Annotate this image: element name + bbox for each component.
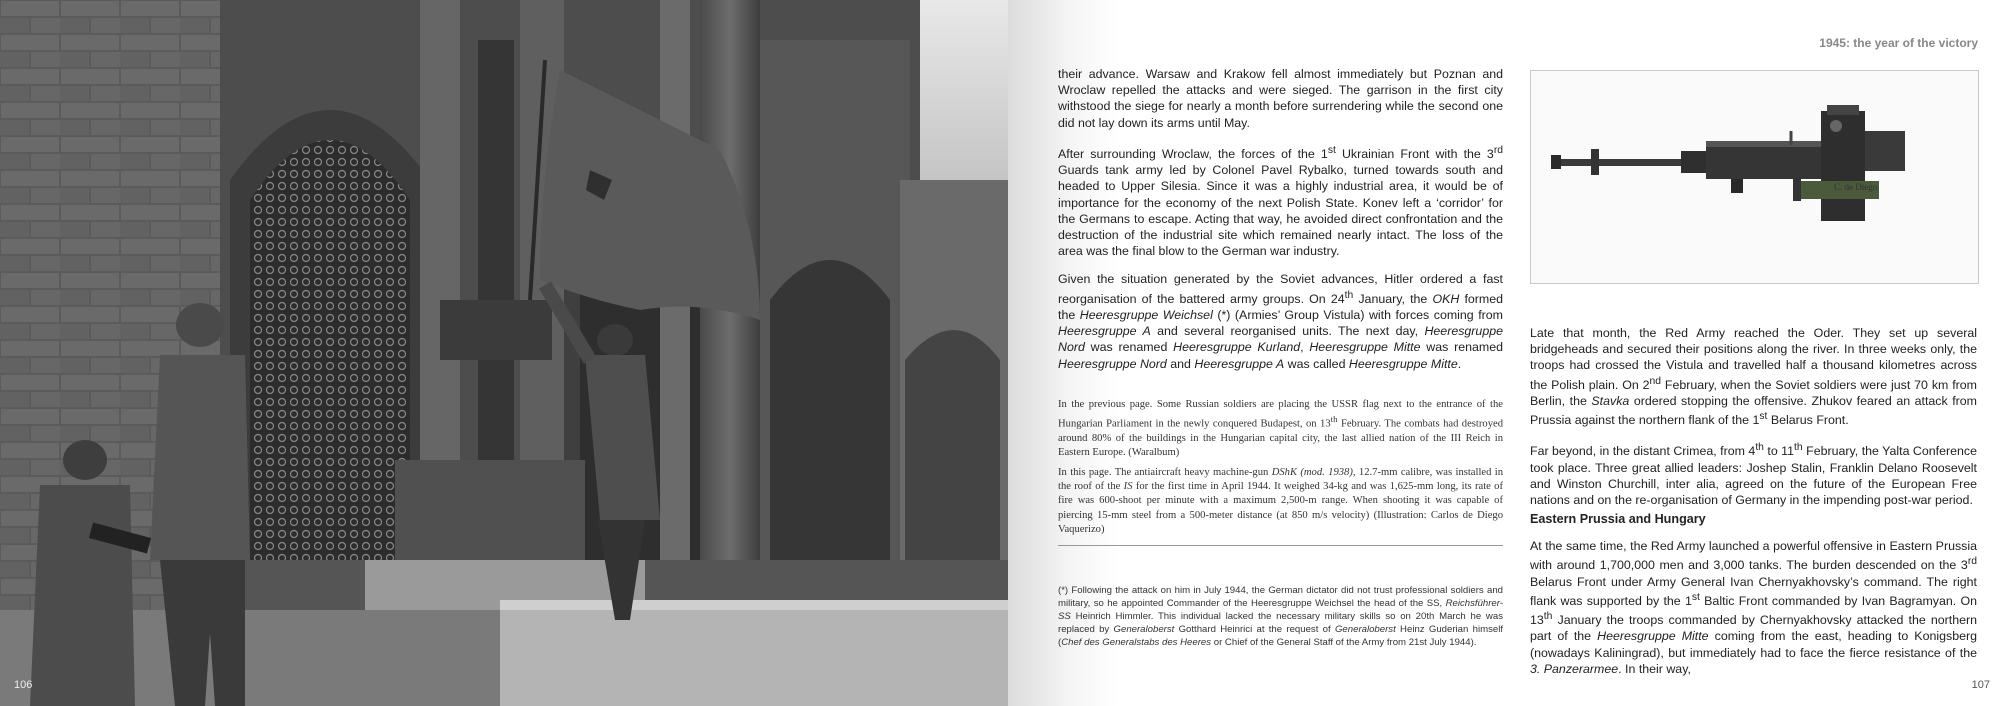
text-column-2: [1530, 325, 1977, 520]
page-number-right: 107: [1971, 679, 1990, 691]
section-heading: Eastern Prussia and Hungary: [1530, 512, 1706, 526]
page-number-left: 106: [14, 679, 33, 691]
illustration-credit: C. de Diego: [1834, 182, 1878, 192]
machine-gun-illustration: [1530, 70, 1979, 284]
paragraph: At the same time, the Red Army launched a powerful offensive in Eastern Prussia with around 1,700,000 men and 3,000 tanks. The burden descended on the 3rd Belarus Front under Army General Ivan Chernyakhovsky’s command. The right flank was supported by the 1st Baltic Front commanded by Ivan Bagramyan. On 13th January the troops commanded by Chernyakhovsky attacked the northern part of the Heeresgruppe Mitte coming from the east, heading to Konigsberg (nowadays Kaliningrad), but immediately had to face the fierce resistance of the 3. Panzerarmee. In their way,: [1530, 539, 1978, 676]
footnote-divider: [1058, 545, 1503, 546]
photo-caption: In the previous page. Some Russian soldiers are placing the USSR flag next to the entrance of the Hungarian Parliament in the newly conquered Budapest, on 13th February. The combats had destroyed around 80% of the buildings in the Hungarian capital city, the last allied nation of the III Reich in Eastern Europe. (Waralbum): [1058, 399, 1503, 459]
paragraph: After surrounding Wroclaw, the forces of the 1st Ukrainian Front with the 3rd Guards tank army led by Colonel Pavel Rybalko, turned towards south and headed to Upper Silesia. Since it was a highly industrial area, it would be of importance for the economy of the next Polish State. Konev left a ‘corridor’ for the Germans to escape. Acting that way, he avoided direct confrontation and the destruction of the industrial site which remained nearly intact. The loss of the area was the final blow to the German war industry.: [1058, 144, 1503, 259]
paragraph: their advance. Warsaw and Krakow fell almost immediately but Poznan and Wroclaw repelled the attacks and were sieged. The garrison in the first city withstood the siege for nearly a month before surrendering while the second one did not lay down its arms until May.: [1058, 67, 1503, 130]
text-column-3: [1530, 538, 1977, 689]
running-head: 1945: the year of the victory: [1819, 36, 1978, 50]
paragraph: Given the situation generated by the Soviet advances, Hitler ordered a fast reorganisation of the battered army groups. On 24th January, the OKH formed the Heeresgruppe Weichsel (*) (Armies’ Group Vistula) with forces coming from Heeresgruppe A and several reorganised units. The next day, Heeresgruppe Nord was renamed Heeresgruppe Kurland, Heeresgruppe Mitte was renamed Heeresgruppe Nord and Heeresgruppe A was called Heeresgruppe Mitte.: [1058, 272, 1504, 371]
paragraph: Far beyond, in the distant Crimea, from 4th to 11th February, the Yalta Conference took place. Three great allied leaders: Joshep Stalin, Franklin Delano Roosevelt and Winston Churchill, inter alia, agreed on the future of the European Free nations and on the re-organisation of Germany in the impending post-war period.: [1530, 442, 1977, 508]
footnote: (*) Following the attack on him in July 1944, the German dictator did not trust professional soldiers and military, so he appointed Commander of the Heeresgruppe Weichsel the head of the SS, Reichsführer-SS Heinrich Himmler. This individual lacked the necessary military skills so on 20th March he was replaced by Generaloberst Gotthard Heinrici at the request of Generaloberst Heinz Guderian himself (Chef des Generalstabs des Heeres or Chief of the General Staff of the Army from 21st July 1944).: [1058, 585, 1504, 648]
illustration-caption: In this page. The antiaircraft heavy machine-gun DShK (mod. 1938), 12.7-mm calibre, was installed in the roof of the IS for the first time in April 1944. It weighed 34-kg and was 1,625-mm long, its rate of fire was 600-shoot per minute with a maximum 2,500-m range. When shooting it was capable of piercing 15-mm steel from a 500-meter distance (at 850 m/s velocity) (Illustration: Carlos de Diego Vaquerizo): [1058, 467, 1504, 535]
paragraph: Late that month, the Red Army reached the Oder. They set up several bridgeheads and secured their positions along the river. In three weeks only, the troops had crossed the Vistula and travelled half a thousand kilometres across the Polish plain. On 2nd February, when the Soviet soldiers were just 70 km from Berlin, the Stavka ordered stopping the offensive. Zhukov feared an attack from Prussia against the northern flank of the 1st Belarus Front.: [1530, 326, 1977, 428]
text-column-1: [1058, 66, 1503, 384]
machine-gun-icon: [1531, 71, 1978, 283]
